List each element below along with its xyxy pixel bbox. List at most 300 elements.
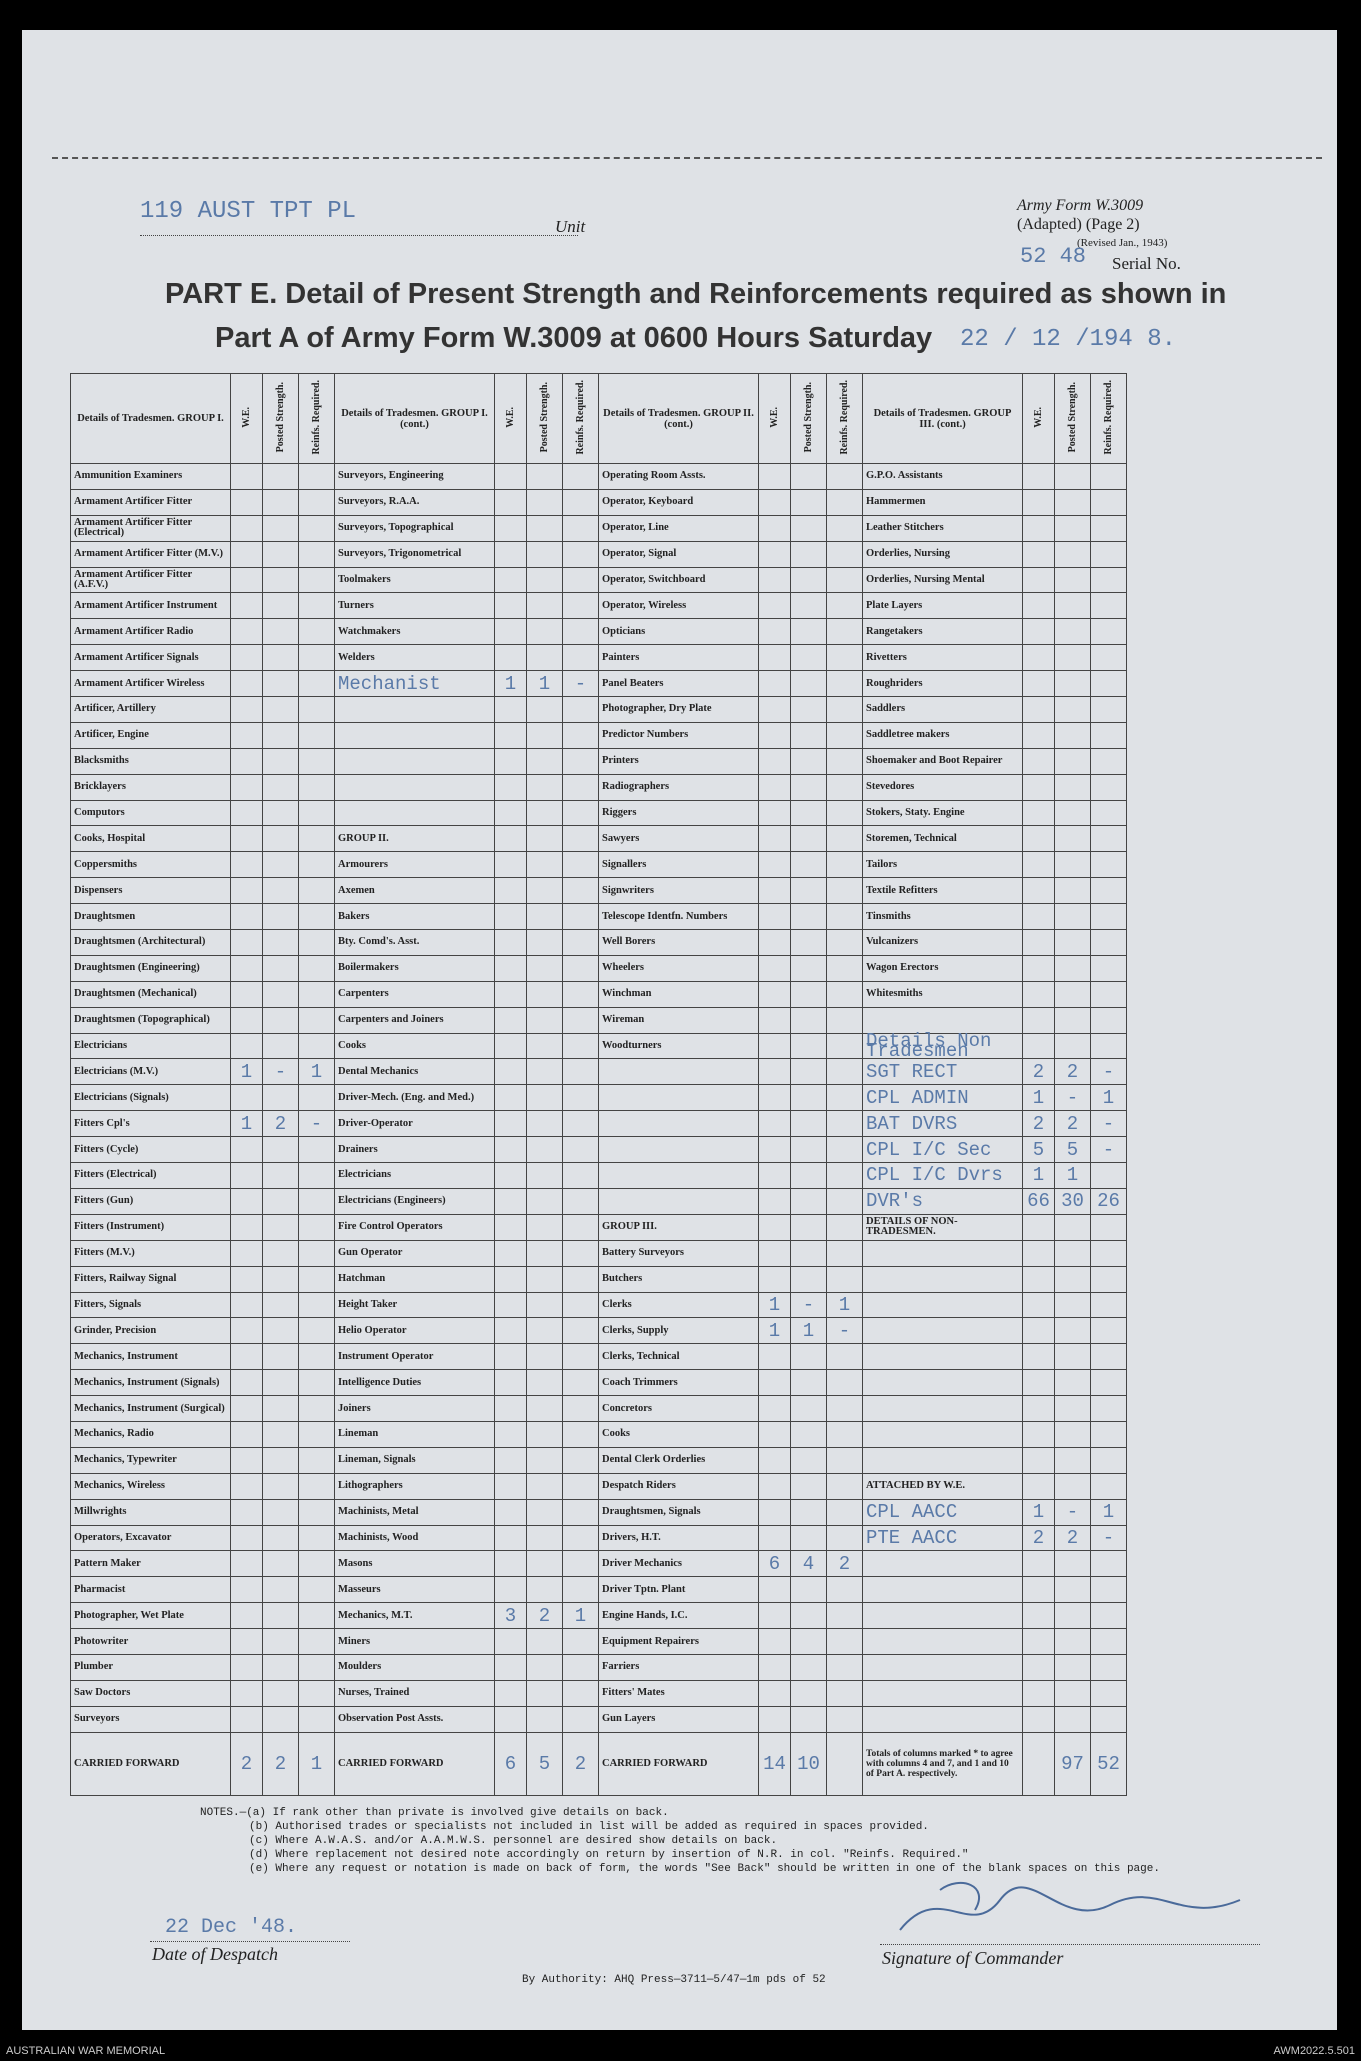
strength-value — [1091, 1266, 1127, 1292]
strength-value — [827, 904, 863, 930]
strength-value — [759, 1447, 791, 1473]
strength-value — [527, 1033, 563, 1059]
strength-value — [495, 955, 527, 981]
strength-value — [263, 1499, 299, 1525]
strength-value — [827, 878, 863, 904]
trade-name — [863, 1318, 1023, 1344]
strength-value — [1091, 1680, 1127, 1706]
trade-name: PTE AACC — [863, 1525, 1023, 1551]
strength-value — [1055, 1447, 1091, 1473]
strength-value — [231, 930, 263, 956]
trade-name: Armament Artificer Instrument — [71, 593, 231, 619]
strength-value — [1091, 930, 1127, 956]
trade-name: Operator, Line — [599, 515, 759, 541]
cf-value: 2 — [563, 1732, 599, 1795]
strength-value — [759, 748, 791, 774]
strength-value — [263, 1033, 299, 1059]
strength-value — [1091, 1163, 1127, 1189]
strength-value — [263, 541, 299, 567]
despatch-rule — [150, 1941, 350, 1942]
strength-value — [1023, 722, 1055, 748]
strength-value — [495, 852, 527, 878]
strength-value — [791, 619, 827, 645]
strength-value — [299, 1499, 335, 1525]
strength-value — [231, 1603, 263, 1629]
trade-name: Hammermen — [863, 489, 1023, 515]
cf-value: 6 — [495, 1732, 527, 1795]
strength-value: - — [827, 1318, 863, 1344]
trade-name — [863, 1706, 1023, 1732]
strength-value — [791, 1085, 827, 1111]
cf-value — [827, 1732, 863, 1795]
trade-name: Rivetters — [863, 645, 1023, 671]
table-row — [71, 567, 1127, 593]
strength-value — [231, 1214, 263, 1240]
strength-value — [495, 1344, 527, 1370]
strength-value — [1023, 1551, 1055, 1577]
table-row — [71, 826, 1127, 852]
trade-name: Mechanics, Instrument (Signals) — [71, 1370, 231, 1396]
strength-value — [827, 1240, 863, 1266]
strength-value — [791, 1111, 827, 1137]
strength-value — [1091, 489, 1127, 515]
strength-value — [791, 1396, 827, 1422]
table-row — [71, 1266, 1127, 1292]
strength-value — [1023, 464, 1055, 490]
trade-name: Watchmakers — [335, 619, 495, 645]
strength-value — [527, 645, 563, 671]
unit-value: 119 AUST TPT PL — [140, 198, 357, 225]
col-header-posted: Posted Strength. — [527, 374, 563, 464]
strength-value — [1055, 826, 1091, 852]
strength-value: 1 — [759, 1318, 791, 1344]
trade-name: Fitters, Railway Signal — [71, 1266, 231, 1292]
strength-value — [1023, 800, 1055, 826]
strength-value — [1091, 567, 1127, 593]
strength-value — [527, 541, 563, 567]
strength-value — [263, 852, 299, 878]
strength-value — [563, 1266, 599, 1292]
trade-name: Operators, Excavator — [71, 1525, 231, 1551]
strength-value — [527, 1421, 563, 1447]
strength-value — [791, 1033, 827, 1059]
table-row — [71, 1629, 1127, 1655]
strength-value — [231, 1085, 263, 1111]
strength-value — [263, 722, 299, 748]
trade-name: Moulders — [335, 1654, 495, 1680]
trade-name: ATTACHED BY W.E. — [863, 1473, 1023, 1499]
strength-value — [791, 852, 827, 878]
trade-name: Helio Operator — [335, 1318, 495, 1344]
strength-value — [263, 1577, 299, 1603]
strength-value — [1055, 722, 1091, 748]
trade-name: Draughtsmen (Mechanical) — [71, 981, 231, 1007]
strength-value — [563, 981, 599, 1007]
unit-label: Unit — [555, 217, 586, 236]
trade-name: GROUP III. — [599, 1214, 759, 1240]
trade-name — [863, 1551, 1023, 1577]
cf-value: 1 — [299, 1732, 335, 1795]
strength-value — [827, 619, 863, 645]
trade-name: Cooks — [599, 1421, 759, 1447]
strength-value — [759, 1111, 791, 1137]
strength-value — [563, 1680, 599, 1706]
trade-name: Printers — [599, 748, 759, 774]
trade-name: Masseurs — [335, 1577, 495, 1603]
table-row — [71, 464, 1127, 490]
strength-value: 1 — [1055, 1163, 1091, 1189]
strength-value — [1091, 671, 1127, 697]
strength-value — [791, 697, 827, 723]
trade-name: Despatch Riders — [599, 1473, 759, 1499]
strength-value — [791, 981, 827, 1007]
strength-value: - — [299, 1111, 335, 1137]
strength-value — [527, 774, 563, 800]
strength-value — [231, 800, 263, 826]
strength-value — [299, 1577, 335, 1603]
trade-name: Surveyors, Trigonometrical — [335, 541, 495, 567]
strength-value — [299, 852, 335, 878]
strength-value — [1091, 1396, 1127, 1422]
strength-value — [759, 1603, 791, 1629]
strength-value — [759, 930, 791, 956]
strength-value — [1091, 1447, 1127, 1473]
strength-value — [263, 489, 299, 515]
strength-value — [263, 930, 299, 956]
col-header-posted: Posted Strength. — [263, 374, 299, 464]
strength-value — [527, 1085, 563, 1111]
trade-name: Hatchman — [335, 1266, 495, 1292]
strength-value — [563, 1473, 599, 1499]
trade-name: Lineman — [335, 1421, 495, 1447]
trade-name: Wireman — [599, 1007, 759, 1033]
strength-value — [1055, 930, 1091, 956]
strength-value — [827, 515, 863, 541]
strength-value — [231, 1551, 263, 1577]
strength-value — [759, 1033, 791, 1059]
strength-value — [1091, 1007, 1127, 1033]
strength-value — [1091, 1654, 1127, 1680]
strength-value — [759, 593, 791, 619]
strength-value — [263, 904, 299, 930]
trade-name: Battery Surveyors — [599, 1240, 759, 1266]
strength-value — [231, 593, 263, 619]
strength-value — [527, 981, 563, 1007]
strength-value — [527, 1706, 563, 1732]
trade-name: Bty. Comd's. Asst. — [335, 930, 495, 956]
strength-value — [1023, 1473, 1055, 1499]
strength-value — [563, 722, 599, 748]
strength-value — [495, 1499, 527, 1525]
strength-value — [1023, 930, 1055, 956]
trade-name: DVR's — [863, 1188, 1023, 1214]
trade-name: Masons — [335, 1551, 495, 1577]
strength-value: 1 — [1023, 1499, 1055, 1525]
trade-name: Plate Layers — [863, 593, 1023, 619]
table-row — [71, 1603, 1127, 1629]
strength-value — [299, 748, 335, 774]
strength-value — [527, 1292, 563, 1318]
cf-value: 97 — [1055, 1732, 1091, 1795]
col-header-group1: Details of Tradesmen. GROUP I. — [71, 374, 231, 464]
strength-value — [527, 1111, 563, 1137]
trade-name: Lineman, Signals — [335, 1447, 495, 1473]
strength-value — [299, 1007, 335, 1033]
trade-name — [863, 1654, 1023, 1680]
trade-name: Operator, Wireless — [599, 593, 759, 619]
strength-value — [1055, 1292, 1091, 1318]
trade-name: Panel Beaters — [599, 671, 759, 697]
strength-value — [263, 1680, 299, 1706]
trade-name: Pharmacist — [71, 1577, 231, 1603]
strength-value — [299, 826, 335, 852]
cf-value: 10 — [791, 1732, 827, 1795]
trade-name: Opticians — [599, 619, 759, 645]
table-row — [71, 878, 1127, 904]
strength-value — [1055, 567, 1091, 593]
strength-value — [791, 1240, 827, 1266]
strength-value — [1091, 904, 1127, 930]
strength-value — [1023, 1654, 1055, 1680]
strength-value — [231, 1706, 263, 1732]
trade-name — [863, 1240, 1023, 1266]
strength-value — [759, 722, 791, 748]
strength-value — [299, 1344, 335, 1370]
trade-name — [863, 1266, 1023, 1292]
trade-name — [863, 1421, 1023, 1447]
strength-value — [563, 489, 599, 515]
trade-name: CPL I/C Sec — [863, 1137, 1023, 1163]
trade-name: Wagon Erectors — [863, 955, 1023, 981]
table-row — [71, 1525, 1127, 1551]
strength-value: 66 — [1023, 1188, 1055, 1214]
strength-value — [791, 567, 827, 593]
strength-value — [263, 955, 299, 981]
strength-value — [563, 515, 599, 541]
strength-value — [1023, 1240, 1055, 1266]
table-row — [71, 593, 1127, 619]
strength-value — [495, 489, 527, 515]
strength-value — [563, 800, 599, 826]
trade-name: Saw Doctors — [71, 1680, 231, 1706]
strength-value — [759, 697, 791, 723]
strength-value — [263, 1603, 299, 1629]
table-row — [71, 800, 1127, 826]
trade-name: Tinsmiths — [863, 904, 1023, 930]
strength-value: 1 — [1091, 1499, 1127, 1525]
strength-value — [827, 697, 863, 723]
col-header-we: W.E. — [1023, 374, 1055, 464]
strength-value — [527, 1163, 563, 1189]
strength-value: 1 — [231, 1111, 263, 1137]
strength-value — [1055, 800, 1091, 826]
strength-value — [231, 1266, 263, 1292]
trade-name: Fitters Cpl's — [71, 1111, 231, 1137]
trade-name: Wheelers — [599, 955, 759, 981]
strength-value — [527, 1396, 563, 1422]
strength-value — [827, 1473, 863, 1499]
strength-value — [563, 1240, 599, 1266]
strength-value — [527, 1059, 563, 1085]
strength-value — [1055, 697, 1091, 723]
strength-value — [759, 567, 791, 593]
strength-value — [263, 1188, 299, 1214]
strength-value — [299, 930, 335, 956]
strength-value: 1 — [791, 1318, 827, 1344]
strength-value — [263, 1706, 299, 1732]
strength-value — [1091, 619, 1127, 645]
trade-name: Orderlies, Nursing Mental — [863, 567, 1023, 593]
strength-value — [299, 955, 335, 981]
strength-value — [231, 1188, 263, 1214]
strength-value — [495, 697, 527, 723]
strength-value — [231, 852, 263, 878]
trade-name: Armament Artificer Wireless — [71, 671, 231, 697]
strength-value — [263, 878, 299, 904]
strength-value: - — [1055, 1085, 1091, 1111]
trade-name: Drainers — [335, 1137, 495, 1163]
strength-value — [1023, 1292, 1055, 1318]
strength-value: - — [563, 671, 599, 697]
table-row — [71, 1577, 1127, 1603]
strength-value: - — [263, 1059, 299, 1085]
table-row — [71, 1240, 1127, 1266]
table-row — [71, 1163, 1127, 1189]
strength-value — [263, 1137, 299, 1163]
trade-name: Axemen — [335, 878, 495, 904]
strength-value — [1023, 1629, 1055, 1655]
strength-value — [1055, 1654, 1091, 1680]
col-header-group3-cont: Details of Tradesmen. GROUP III. (cont.) — [863, 374, 1023, 464]
trade-name: Observation Post Assts. — [335, 1706, 495, 1732]
strength-value — [527, 1629, 563, 1655]
strength-value — [495, 1059, 527, 1085]
strength-value — [827, 1447, 863, 1473]
strength-value — [827, 1577, 863, 1603]
strength-value: 2 — [1055, 1111, 1091, 1137]
strength-value — [827, 826, 863, 852]
strength-value — [563, 464, 599, 490]
col-header-reinfs: Reinfs. Required. — [827, 374, 863, 464]
trade-name: CPL I/C Dvrs — [863, 1163, 1023, 1189]
strength-value — [1055, 1603, 1091, 1629]
strength-value — [1055, 645, 1091, 671]
strength-value — [759, 1473, 791, 1499]
trade-name — [335, 722, 495, 748]
table-row — [71, 722, 1127, 748]
col-header-we: W.E. — [495, 374, 527, 464]
strength-value — [1055, 489, 1091, 515]
strength-value — [1023, 1706, 1055, 1732]
strength-value — [791, 1603, 827, 1629]
strength-value — [231, 722, 263, 748]
strength-value — [231, 619, 263, 645]
strength-value — [1091, 515, 1127, 541]
strength-value — [563, 826, 599, 852]
note-line: (b) Authorised trades or specialists not included in list will be added as required in spaces provided. — [249, 1821, 929, 1833]
table-row — [71, 1473, 1127, 1499]
strength-value — [759, 619, 791, 645]
trade-name — [335, 748, 495, 774]
trade-name: Signallers — [599, 852, 759, 878]
trade-name: Mechanics, Instrument — [71, 1344, 231, 1370]
trade-name: G.P.O. Assistants — [863, 464, 1023, 490]
strength-value — [231, 826, 263, 852]
strength-value — [1091, 955, 1127, 981]
strength-value — [527, 1370, 563, 1396]
trade-name: Stevedores — [863, 774, 1023, 800]
strength-value — [495, 1654, 527, 1680]
strength-value: 2 — [1023, 1111, 1055, 1137]
trade-name: Blacksmiths — [71, 748, 231, 774]
strength-value — [759, 1370, 791, 1396]
strength-value — [231, 1525, 263, 1551]
trade-name: Height Taker — [335, 1292, 495, 1318]
strength-value — [495, 878, 527, 904]
table-row — [71, 930, 1127, 956]
strength-value — [263, 1318, 299, 1344]
strength-value: 2 — [1023, 1059, 1055, 1085]
strength-value — [299, 1551, 335, 1577]
trade-name: Machinists, Metal — [335, 1499, 495, 1525]
strength-value — [299, 671, 335, 697]
trade-name: Miners — [335, 1629, 495, 1655]
strength-value — [759, 1163, 791, 1189]
strength-value — [791, 593, 827, 619]
trade-name: Lithographers — [335, 1473, 495, 1499]
trade-name: Photographer, Wet Plate — [71, 1603, 231, 1629]
trade-name — [335, 774, 495, 800]
col-header-reinfs: Reinfs. Required. — [299, 374, 335, 464]
trade-name: Driver Tptn. Plant — [599, 1577, 759, 1603]
strength-value — [495, 1188, 527, 1214]
trade-name: Coach Trimmers — [599, 1370, 759, 1396]
trade-name: Mechanist — [335, 671, 495, 697]
strength-value — [827, 1344, 863, 1370]
trade-name: Surveyors, Engineering — [335, 464, 495, 490]
strength-value — [1023, 748, 1055, 774]
strength-value: 3 — [495, 1603, 527, 1629]
archive-id: AWM2022.5.501 — [1273, 2045, 1355, 2057]
trade-name: Plumber — [71, 1654, 231, 1680]
strength-value: - — [1055, 1499, 1091, 1525]
trade-name: Armament Artificer Signals — [71, 645, 231, 671]
strength-value — [791, 955, 827, 981]
trade-name — [863, 1396, 1023, 1422]
strength-value — [759, 1344, 791, 1370]
strength-value — [231, 1499, 263, 1525]
strength-value — [791, 541, 827, 567]
trade-name: Drivers, H.T. — [599, 1525, 759, 1551]
strength-value — [827, 567, 863, 593]
trade-name — [599, 1188, 759, 1214]
strength-value — [827, 774, 863, 800]
strength-value — [827, 1111, 863, 1137]
strength-value — [827, 1603, 863, 1629]
strength-value — [495, 1111, 527, 1137]
trade-name: Roughriders — [863, 671, 1023, 697]
strength-value — [231, 1240, 263, 1266]
strength-value: - — [1091, 1059, 1127, 1085]
strength-value — [759, 955, 791, 981]
strength-value — [1023, 1033, 1055, 1059]
strength-value — [791, 515, 827, 541]
strength-value — [299, 1654, 335, 1680]
strength-value — [263, 748, 299, 774]
strength-value — [527, 878, 563, 904]
strength-value — [495, 1240, 527, 1266]
strength-value — [791, 1680, 827, 1706]
